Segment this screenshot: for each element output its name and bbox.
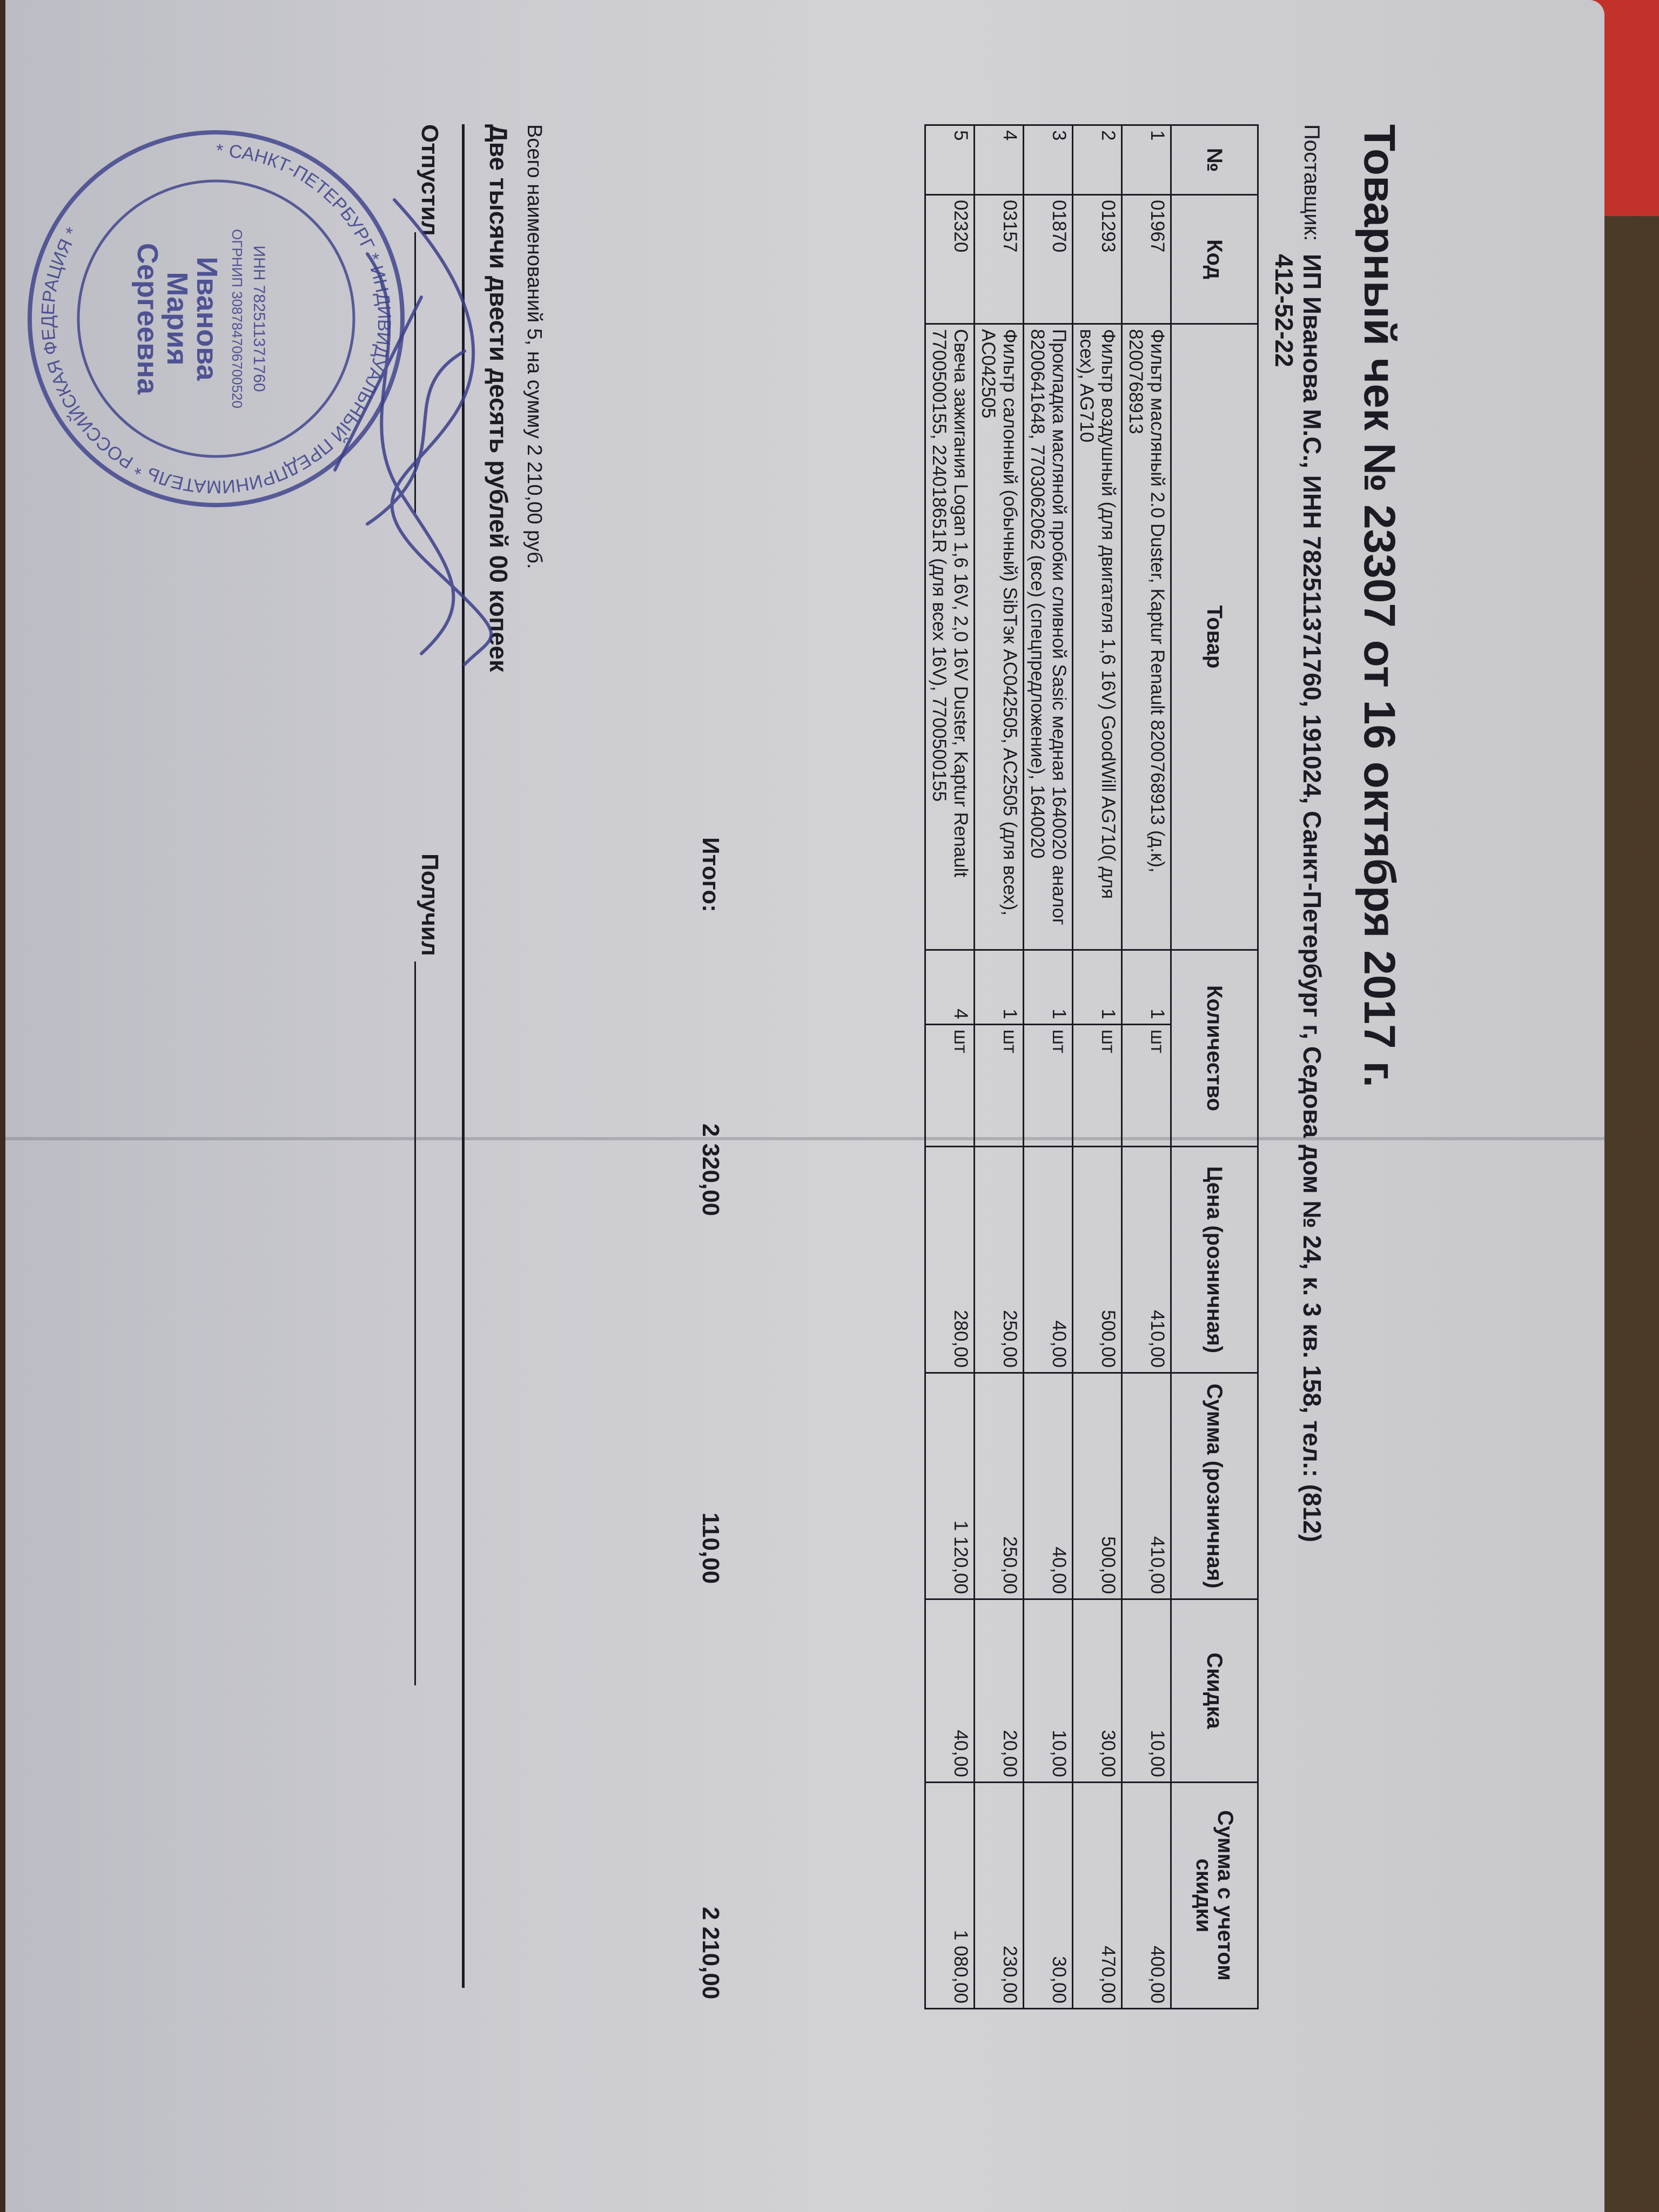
row-discount: 10,00 [1024,1599,1073,1783]
row-total: 1 080,00 [925,1783,975,2009]
row-num: 3 [1024,125,1073,195]
row-name: Прокладка масляной пробки сливной Sasic медная 1640020 аналог 8200641648, 7703062062 (все) (спецпредложение), 1640020 [1024,324,1073,950]
received-by-line [414,962,416,1685]
row-sum: 1 120,00 [925,1373,975,1599]
row-price: 40,00 [1024,1147,1073,1373]
header-qty: Количество [1171,950,1258,1147]
received-by-label: Получил [417,853,443,956]
header-name: Товар [1171,324,1258,950]
stamp-ring-text: * САНКТ-ПЕТЕРБУРГ * ИНДИВИДУАЛЬНЫЙ ПРЕДПРИНИМАТЕЛЬ * РОССИЙСКАЯ ФЕДЕРАЦИЯ * [37,140,395,497]
stamp-inn: ИНН 782511371760 [250,245,268,392]
row-sum: 500,00 [1073,1373,1122,1599]
row-unit: шт [925,1024,975,1146]
row-code: 02320 [925,195,975,324]
row-total: 470,00 [1073,1783,1122,2009]
company-stamp [22,124,411,513]
row-price: 500,00 [1073,1147,1122,1373]
stamp-name-2: Мария [161,272,193,366]
totals-discount: 110,00 [697,1512,724,1584]
row-total: 400,00 [1122,1783,1171,2009]
header-discount: Скидка [1171,1599,1258,1783]
row-code: 01967 [1122,195,1171,324]
totals-total: 2 210,00 [697,1907,724,2000]
header-price: Цена (розничная) [1171,1147,1258,1373]
row-sum: 40,00 [1024,1373,1073,1599]
row-num: 5 [925,125,975,195]
row-discount: 10,00 [1122,1599,1171,1783]
items-summary: Всего наименований 5, на сумму 2 210,00 руб. [523,124,546,569]
row-name: Фильтр масляный 2.0 Duster, Kaptur Renault 8200768913 (д.к), 8200768913 [1122,324,1171,950]
row-price: 250,00 [975,1147,1024,1373]
supplier-label: Поставщик: [1300,124,1324,241]
table-row [1024,125,1073,2009]
row-code: 03157 [975,195,1024,324]
row-discount: 40,00 [925,1599,975,1783]
row-discount: 20,00 [975,1599,1024,1783]
row-qty: 4 [925,950,975,1025]
totals-sum: 2 320,00 [697,1124,724,1216]
row-unit: шт [1122,1024,1171,1146]
header-num: № [1171,125,1258,195]
table-row [1073,125,1122,2009]
row-price: 410,00 [1122,1147,1171,1373]
row-num: 1 [1122,125,1171,195]
row-name: Фильтр воздушный (для двигателя 1,6 16V) GoodWill AG710( для всех), AG710 [1073,324,1122,950]
header-code: Код [1171,195,1258,324]
row-code: 01870 [1024,195,1073,324]
row-discount: 30,00 [1073,1599,1122,1783]
row-total: 30,00 [1024,1783,1073,2009]
stamp-name-3: Сергеевна [131,243,164,395]
row-code: 01293 [1073,195,1122,324]
amount-in-words: Две тысячи двести десять рублей 00 копеек [485,124,513,673]
row-unit: шт [975,1024,1024,1146]
released-by-label: Отпустил [417,124,443,236]
items-table [924,124,1259,2009]
row-sum: 410,00 [1122,1373,1171,1599]
stamp-name-1: Иванова [191,257,223,381]
receipt-content [22,124,1405,2144]
totals-row [686,718,724,2009]
table-row [925,125,975,2009]
row-qty: 1 [1073,950,1122,1025]
table-row [975,125,1024,2009]
supplier-details: ИП Иванова М.С., ИНН 782511371760, 191024, Санкт-Петербург г, Седова дом № 24, к. 3 кв. 158, тел.: (812) 412-52-22 [1270,254,1326,1543]
header-total: Сумма с учетом скидки [1171,1783,1258,2009]
row-qty: 1 [1024,950,1073,1025]
header-sum: Сумма (розничная) [1171,1373,1258,1599]
row-name: Свеча зажигания Logan 1,6 16V, 2,0 16V Duster, Kaptur Renault 7700500155, 224018651R (для всех 16V), 7700500155 [925,324,975,950]
stamp-ogrnip: ОГРНИП 308784706700520 [229,229,245,408]
row-sum: 250,00 [975,1373,1024,1599]
row-total: 230,00 [975,1783,1024,2009]
row-unit: шт [1073,1024,1122,1146]
row-num: 4 [975,125,1024,195]
row-qty: 1 [1122,950,1171,1025]
row-price: 280,00 [925,1147,975,1373]
row-unit: шт [1024,1024,1073,1146]
row-num: 2 [1073,125,1122,195]
table-row [1122,125,1171,2009]
totals-label: Итого: [697,837,724,912]
row-name: Фильтр салонный (обычный) SibТэк AC042505, AC2505 (для всех), AC042505 [975,324,1024,950]
row-qty: 1 [975,950,1024,1025]
table-header-row [1171,125,1258,2009]
receipt-title: Товарный чек № 23307 от 16 октября 2017 г. [1355,124,1404,1088]
